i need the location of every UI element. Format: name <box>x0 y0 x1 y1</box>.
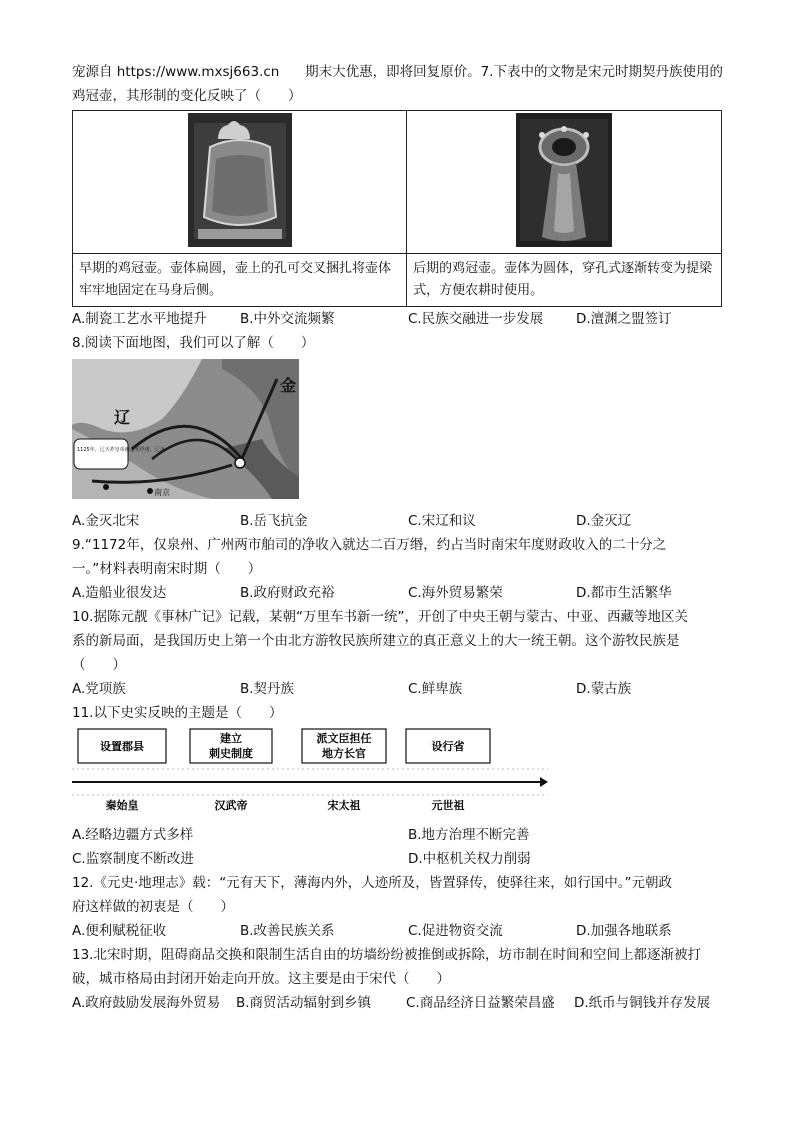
timeline-box-3 <box>302 729 386 763</box>
q12-option-c[interactable]: C.促进物资交流 <box>408 923 503 939</box>
q12-stem-b: 府这样做的初衷是（ ） <box>72 899 234 915</box>
q13-option-c[interactable]: C.商品经济日益繁荣昌盛 <box>406 995 555 1011</box>
timeline-box-2-line2: 刺史制度 <box>209 747 253 760</box>
late-pot-description: 后期的鸡冠壶。壶体为圆体，穿孔式逐渐转变为提梁式，方便农耕时使用。 <box>407 254 722 307</box>
map-label-jin: 金 <box>280 376 297 395</box>
q13-stem-b: 破，城市格局由封闭开始走向开放。这主要是由于宋代（ ） <box>72 971 450 987</box>
q9-option-c[interactable]: C.海外贸易繁荣 <box>408 585 503 601</box>
q12-stem-a: 12.《元史·地理志》载：“元有天下，薄海内外，人迹所及，皆置驿传，使驿往来，如行国中。”元朝政 <box>72 875 672 891</box>
early-pot-cell <box>73 111 407 254</box>
q10-options <box>72 677 722 701</box>
timeline-ruler-4: 元世祖 <box>431 799 465 812</box>
q13-stem-a: 13.北宋时期，阻碍商品交换和限制生活自由的坊墙纷纷被推倒或拆除，坊市制在时间和空间上都逐渐被打 <box>72 947 701 963</box>
timeline-box-4-line1: 设行省 <box>431 740 465 753</box>
timeline-box-1 <box>78 729 166 763</box>
q8-option-b[interactable]: B.岳飞抗金 <box>240 513 308 529</box>
q7-option-b[interactable]: B.中外交流频繁 <box>240 311 335 327</box>
timeline-box-1-line1: 设置郡县 <box>100 740 144 753</box>
q7-option-a[interactable]: A.制瓷工艺水平地提升 <box>72 311 207 327</box>
q10-option-c[interactable]: C.鲜卑族 <box>408 681 463 697</box>
q13-option-d[interactable]: D.纸币与铜钱并存发展 <box>574 995 711 1011</box>
late-pot-cell <box>407 111 722 254</box>
timeline-box-2-line1: 建立 <box>220 732 242 745</box>
q12-option-b[interactable]: B.改善民族关系 <box>240 923 335 939</box>
q11-option-d[interactable]: D.中枢机关权力削弱 <box>408 851 531 867</box>
q9-option-a[interactable]: A.造船业很发达 <box>72 585 167 601</box>
q10-stem-a: 10.据陈元靓《事林广记》记载，某朝“万里车书新一统”，开创了中央王朝与蒙古、中亚、西藏等地区关 <box>72 609 688 625</box>
q7-stem-line1 <box>72 60 722 84</box>
q11-option-c[interactable]: C.监察制度不断改进 <box>72 851 194 867</box>
q11-option-a[interactable]: A.经略边疆方式多样 <box>72 827 194 843</box>
governance-timeline <box>72 727 548 819</box>
q7-stem-a: 7.下表中的文物是宋元时期契丹族使用的 <box>480 64 723 80</box>
q12-option-a[interactable]: A.便利赋税征收 <box>72 923 167 939</box>
q13-option-b[interactable]: B.商贸活动辐射到乡镇 <box>236 995 372 1011</box>
q12-option-d[interactable]: D.加强各地联系 <box>576 923 672 939</box>
early-pot-photo <box>188 113 292 247</box>
late-pot-photo <box>516 113 612 247</box>
q12-options <box>72 919 722 943</box>
timeline-ruler-2: 汉武帝 <box>214 799 248 812</box>
q9-stem-b: 一。”材料表明南宋时期（ ） <box>72 561 262 577</box>
artifact-table <box>72 110 722 307</box>
timeline-arrow-icon <box>540 777 548 787</box>
campaign-map <box>72 359 299 499</box>
q11-options-row2 <box>72 847 722 871</box>
q8-option-a[interactable]: A.金灭北宋 <box>72 513 140 529</box>
q8-option-c[interactable]: C.宋辽和议 <box>408 513 476 529</box>
q11-options-row1 <box>72 823 722 847</box>
q7-options <box>72 307 722 331</box>
q11-stem: 11.以下史实反映的主题是（ ） <box>72 705 283 721</box>
q7-option-d[interactable]: D.澶渊之盟签订 <box>576 311 672 327</box>
q10-stem-b: 系的新局面，是我国历史上第一个由北方游牧民族所建立的真正意义上的大一统王朝。这个游牧民族是 <box>72 633 680 649</box>
q10-stem-c: （ ） <box>72 657 126 673</box>
watermark-notice: 期末大优惠，即将回复原价。 <box>305 64 481 80</box>
early-pot-description: 早期的鸡冠壶。壶体扁圆，壶上的孔可交叉捆扎将壶体牢牢地固定在马身后侧。 <box>73 254 407 307</box>
q10-option-a[interactable]: A.党项族 <box>72 681 126 697</box>
map-label-liao: 辽 <box>114 408 131 427</box>
timeline-box-3-line2: 地方长官 <box>322 747 366 760</box>
timeline-box-2 <box>190 729 272 763</box>
q8-option-d[interactable]: D.金灭辽 <box>576 513 632 529</box>
q8-stem: 8.阅读下面地图，我们可以了解（ ） <box>72 335 315 351</box>
q9-stem-a: 9.“1172年，仅泉州、广州两市舶司的净收入就达二百万缗，约占当时南宋年度财政收入的二十分之 <box>72 537 667 553</box>
q9-option-b[interactable]: B.政府财政充裕 <box>240 585 335 601</box>
exam-page <box>72 60 722 1015</box>
map-label-nanjing: 南京 <box>154 488 170 497</box>
timeline-ruler-3: 宋太祖 <box>327 799 361 812</box>
q10-option-b[interactable]: B.契丹族 <box>240 681 295 697</box>
q13-options <box>72 991 722 1015</box>
q10-option-d[interactable]: D.蒙古族 <box>576 681 632 697</box>
map-annotation: 1125年，辽天祚皇帝被金军俘虏，辽灭 <box>77 447 165 453</box>
timeline-box-4 <box>406 729 490 763</box>
q8-options <box>72 509 722 533</box>
timeline-box-3-line1: 派文臣担任 <box>316 732 372 745</box>
q9-option-d[interactable]: D.都市生活繁华 <box>576 585 672 601</box>
q7-stem-b: 鸡冠壶，其形制的变化反映了（ ） <box>72 88 302 104</box>
q11-option-b[interactable]: B.地方治理不断完善 <box>408 827 530 843</box>
watermark-source: 宠源自 https://www.mxsj663.cn <box>72 64 280 80</box>
q7-option-c[interactable]: C.民族交融进一步发展 <box>408 311 544 327</box>
timeline-ruler-1: 秦始皇 <box>105 799 139 812</box>
q13-option-a[interactable]: A.政府鼓励发展海外贸易 <box>72 995 221 1011</box>
q9-options <box>72 581 722 605</box>
